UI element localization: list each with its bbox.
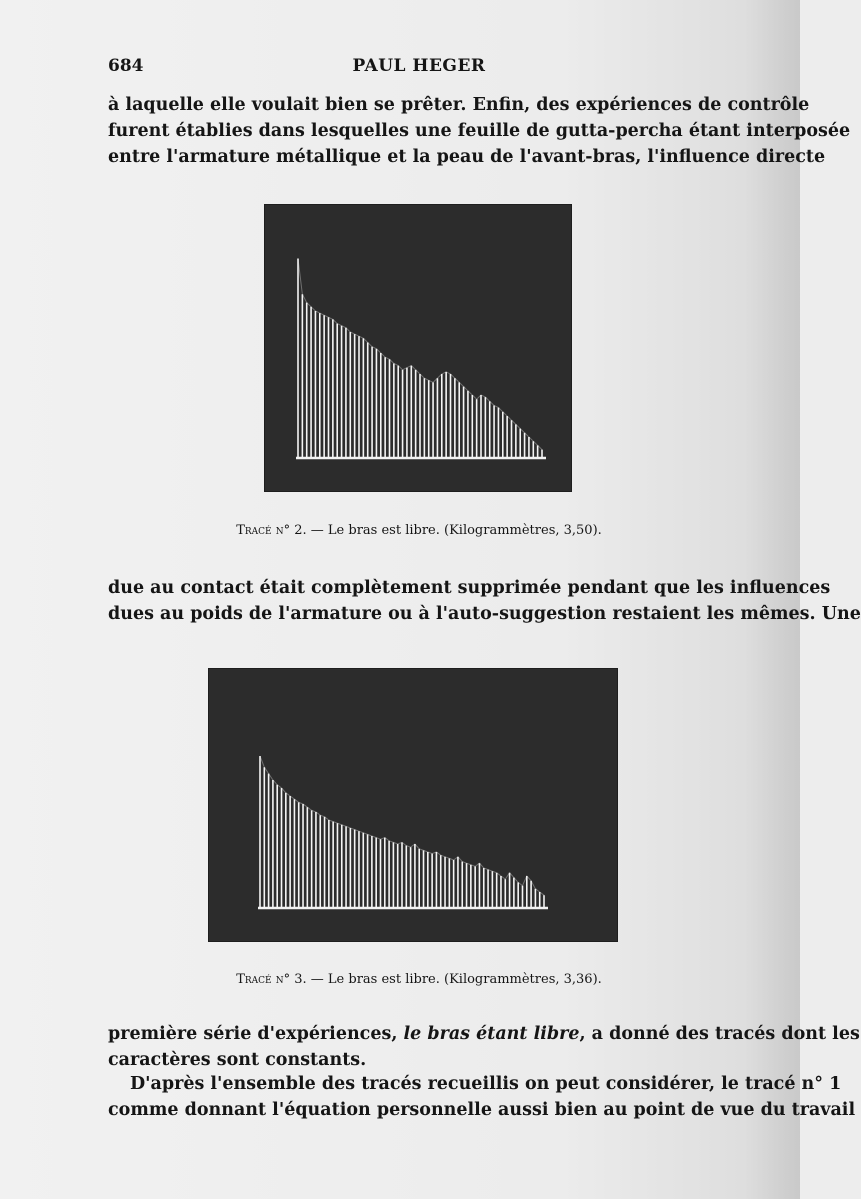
figure-2-label: Tracé n° 2. [236,523,307,538]
ergograph-trace-figure-2 [264,204,572,492]
text-run: première série d'expériences, [108,1024,404,1044]
ergograph-trace-3 [208,668,618,942]
italic-text: le bras étant libre [403,1024,580,1044]
figure-2-caption [108,523,730,538]
figure-3-caption-text: — Le bras est libre. (Kilogrammètres, 3,36). [306,972,602,987]
paragraph-4 [108,1071,856,1123]
ergograph-trace-2 [264,204,572,492]
text-line: due au contact était complètement supprimée pendant que les influences [108,578,831,598]
text-line: caractères sont constants. [108,1050,367,1070]
figure-3-label: Tracé n° 3. [236,972,307,987]
running-title: PAUL HEGER [352,56,486,76]
paragraph-2 [108,575,861,627]
text-line: D'après l'ensemble des tracés recueillis on peut considérer, le tracé n° 1 [130,1074,842,1094]
text-line: comme donnant l'équation personnelle aussi bien au point de vue du travail [108,1100,856,1120]
paragraph-1 [108,92,851,170]
text-line: furent établies dans lesquelles une feuille de gutta-percha étant interposée [108,121,851,141]
figure-2-caption-text: — Le bras est libre. (Kilogrammètres, 3,50). [306,523,602,538]
paragraph-3 [108,1021,860,1073]
running-head [108,56,730,80]
ergograph-trace-figure-3 [208,668,618,942]
page-number: 684 [108,56,144,76]
text-line: entre l'armature métallique et la peau de l'avant-bras, l'influence directe [108,147,826,167]
text-line [108,1021,860,1047]
text-line: à laquelle elle voulait bien se prêter. Enfin, des expériences de contrôle [108,95,810,115]
text-run: , a donné des tracés dont les [579,1024,860,1044]
figure-3-caption [108,972,730,987]
text-line: dues au poids de l'armature ou à l'auto-suggestion restaient les mêmes. Une [108,604,861,624]
